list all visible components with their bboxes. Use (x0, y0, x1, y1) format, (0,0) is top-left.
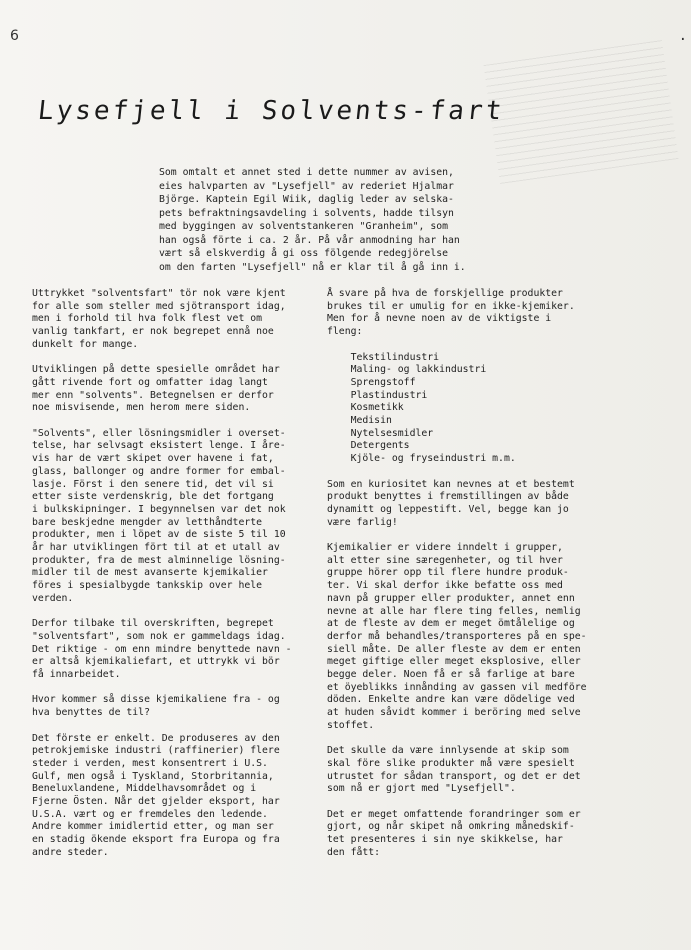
text-line: begge deler. Noen få er så farlige at bare (327, 669, 575, 681)
paragraph (32, 428, 332, 606)
text-line: Kjöle- og fryseindustri m.m. (327, 453, 516, 465)
text-line: Plastindustri (327, 389, 428, 401)
text-line: glass, ballonger og andre former for embal- (32, 465, 286, 477)
text-line: navn på grupper eller produkter, annet enn (327, 592, 575, 604)
paragraph (32, 618, 332, 682)
paragraph (32, 288, 332, 352)
article-title: Lysefjell i Solvents-fart (36, 96, 506, 126)
text-line: tet presenteres i sin nye skikkelse, har (327, 834, 563, 846)
text-line: Fjerne Östen. Når det gjelder eksport, har (32, 796, 280, 808)
paragraph-gap (327, 466, 627, 479)
text-line: brukes til er umulig for en ikke-kjemiker. (327, 300, 575, 312)
right-column (327, 288, 627, 860)
paragraph (327, 542, 627, 733)
text-line: år har utviklingen fört til at et utall av (32, 542, 280, 554)
paragraph (32, 733, 332, 860)
text-line: derfor må behandles/transporteres på en spe- (327, 630, 587, 642)
text-line: steder i verden, mest konsentrert i U.S. (32, 757, 268, 769)
text-line: "solventsfart", som nok er gammeldags idag. (32, 630, 286, 642)
page-number: 6 (10, 28, 19, 44)
text-line: "Solvents", eller lösningsmidler i overset- (32, 427, 286, 439)
text-line: produkter, men i löpet av de siste 5 til 10 (32, 529, 286, 541)
text-line: Det förste er enkelt. De produseres av den (32, 732, 280, 744)
paragraph (32, 364, 332, 415)
paragraph (327, 352, 627, 466)
text-line: Uttrykket "solventsfart" tör nok være kjent (32, 288, 286, 299)
intro-line: han også förte i ca. 2 år. På vår anmodning har han (159, 234, 460, 246)
text-line: vanlig tankfart, er nok begrepet ennå noe (32, 326, 274, 338)
text-line: noe misvisende, men herom mere siden. (32, 402, 251, 414)
text-line: den fått: (327, 846, 381, 858)
text-line: Som en kuriositet kan nevnes at et bestemt (327, 478, 575, 490)
paragraph-gap (327, 529, 627, 542)
corner-mark: . (678, 28, 687, 44)
text-line: gruppe hörer opp til flere hundre produk- (327, 567, 569, 579)
text-line: dunkelt for mange. (32, 338, 139, 350)
text-line: Nytelsesmidler (327, 427, 434, 439)
text-line: döden. Enkelte andre kan være dödelige ved (327, 694, 575, 706)
intro-line: med byggingen av solventstankeren "Granheim", som (159, 221, 449, 232)
text-line: gjort, og når skipet nå omkring månedskif- (327, 821, 575, 833)
text-line: föres i spesialbygde tankskip over hele (32, 580, 263, 592)
paragraph-gap (327, 339, 627, 352)
text-line: fleng: (327, 326, 363, 338)
text-line: Å svare på hva de forskjellige produkter (327, 288, 563, 299)
text-line: gått rivende fort og omfatter idag langt (32, 376, 268, 388)
left-column (32, 288, 332, 860)
text-line: bare beskjedne mengder av letthåndterte (32, 516, 263, 528)
text-line: telse, har selvsagt eksistert lenge. I åre- (32, 440, 286, 452)
text-line: produkter, fra de mest alminnelige lösning- (32, 554, 286, 566)
paragraph (327, 809, 627, 860)
intro-line: om den farten "Lysefjell" nå er klar til å gå inn i. (159, 261, 466, 273)
paragraph-gap (32, 682, 332, 695)
text-line: vis har de vært skipet over havene i fat, (32, 453, 274, 465)
intro-line: eies halvparten av "Lysefjell" av rederiet Hjalmar (159, 180, 454, 192)
paragraph (32, 694, 332, 719)
paragraph-gap (32, 352, 332, 365)
text-line: at huden såvidt kommer i beröring med selve (327, 707, 581, 719)
text-line: Medisin (327, 415, 392, 427)
text-line: være farlig! (327, 516, 398, 528)
text-line: Gulf, men også i Tyskland, Storbritannia, (32, 770, 274, 782)
text-line: utrustet for sådan transport, og det er det (327, 770, 581, 782)
text-line: alt etter sine særegenheter, og til hver (327, 554, 563, 566)
paragraph (327, 288, 627, 339)
text-line: Utviklingen på dette spesielle området har (32, 364, 280, 376)
text-line: Kosmetikk (327, 402, 404, 414)
text-line: et öyeblikks innånding av gassen vil medföre (327, 681, 587, 693)
paragraph-gap (327, 733, 627, 746)
text-line: i bulkskipninger. I begynnelsen var det nok (32, 503, 286, 515)
text-line: Det skulle da være innlysende at skip som (327, 745, 569, 757)
text-line: stoffet. (327, 719, 375, 731)
text-line: Tekstilindustri (327, 351, 440, 363)
text-line: Derfor tilbake til overskriften, begrepet (32, 618, 274, 630)
article-intro (159, 166, 519, 274)
paragraph (327, 479, 627, 530)
text-line: dynamitt og leppestift. Vel, begge kan jo (327, 503, 569, 515)
text-line: skal före slike produkter må være spesielt (327, 757, 575, 769)
text-line: få innarbeidet. (32, 669, 121, 681)
text-line: Detergents (327, 440, 410, 452)
intro-line: Björge. Kaptein Egil Wiik, daglig leder av selska- (159, 194, 454, 205)
text-line: andre steder. (32, 846, 109, 858)
intro-line: vært så elskverdig å gi oss fölgende redegjörelse (159, 248, 449, 259)
paragraph (327, 745, 627, 796)
text-line: hva benyttes de til? (32, 707, 150, 719)
text-line: mer enn "solvents". Betegnelsen er derfor (32, 389, 274, 401)
paragraph-gap (32, 720, 332, 733)
text-line: Sprengstoff (327, 376, 416, 388)
text-line: U.S.A. vært og er fremdeles den ledende. (32, 808, 268, 820)
text-line: som nå er gjort med "Lysefjell". (327, 783, 516, 795)
paragraph-gap (32, 415, 332, 428)
text-line: Hvor kommer så disse kjemikaliene fra - og (32, 694, 280, 706)
text-line: petrokjemiske industri (raffinerier) flere (32, 745, 280, 757)
text-line: meget giftige eller meget eksplosive, eller (327, 656, 581, 668)
paragraph-gap (32, 606, 332, 619)
text-line: at de fleste av dem er meget ömtålelige og (327, 618, 575, 630)
text-line: ter. Vi skal derfor ikke befatte oss med (327, 580, 563, 592)
text-line: nevne at alle har flere ting felles, nemlig (327, 605, 581, 617)
text-line: men i forhold til hva folk flest vet om (32, 313, 263, 325)
text-line: Maling- og lakkindustri (327, 364, 487, 376)
text-line: verden. (32, 592, 74, 604)
text-line: lasje. Först i den senere tid, det vil si (32, 478, 274, 490)
text-line: Det er meget omfattende forandringer som er (327, 808, 581, 820)
text-line: Det riktige - om enn mindre benyttede navn - (32, 643, 292, 655)
text-line: Andre kommer imidlertid etter, og man ser (32, 821, 274, 833)
text-line: etter siste verdenskrig, ble det fortgang (32, 491, 274, 503)
text-line: siell måte. De aller fleste av dem er enten (327, 643, 581, 655)
text-line: Kjemikalier er videre inndelt i grupper, (327, 542, 563, 554)
text-line: Beneluxlandene, Middelhavsområdet og i (32, 783, 257, 795)
intro-line: Som omtalt et annet sted i dette nummer av avisen, (159, 167, 454, 178)
paragraph-gap (327, 796, 627, 809)
text-line: Men for å nevne noen av de viktigste i (327, 313, 552, 325)
text-line: for alle som steller med sjötransport idag, (32, 300, 286, 312)
text-line: er altså kjemikaliefart, et uttrykk vi bör (32, 656, 280, 668)
intro-line: pets befraktningsavdeling i solvents, hadde tilsyn (159, 207, 454, 219)
text-line: en stadig ökende eksport fra Europa og fra (32, 834, 280, 846)
text-line: produkt benyttes i fremstillingen av både (327, 491, 569, 503)
text-line: midler til de mest avanserte kjemikalier (32, 567, 268, 579)
